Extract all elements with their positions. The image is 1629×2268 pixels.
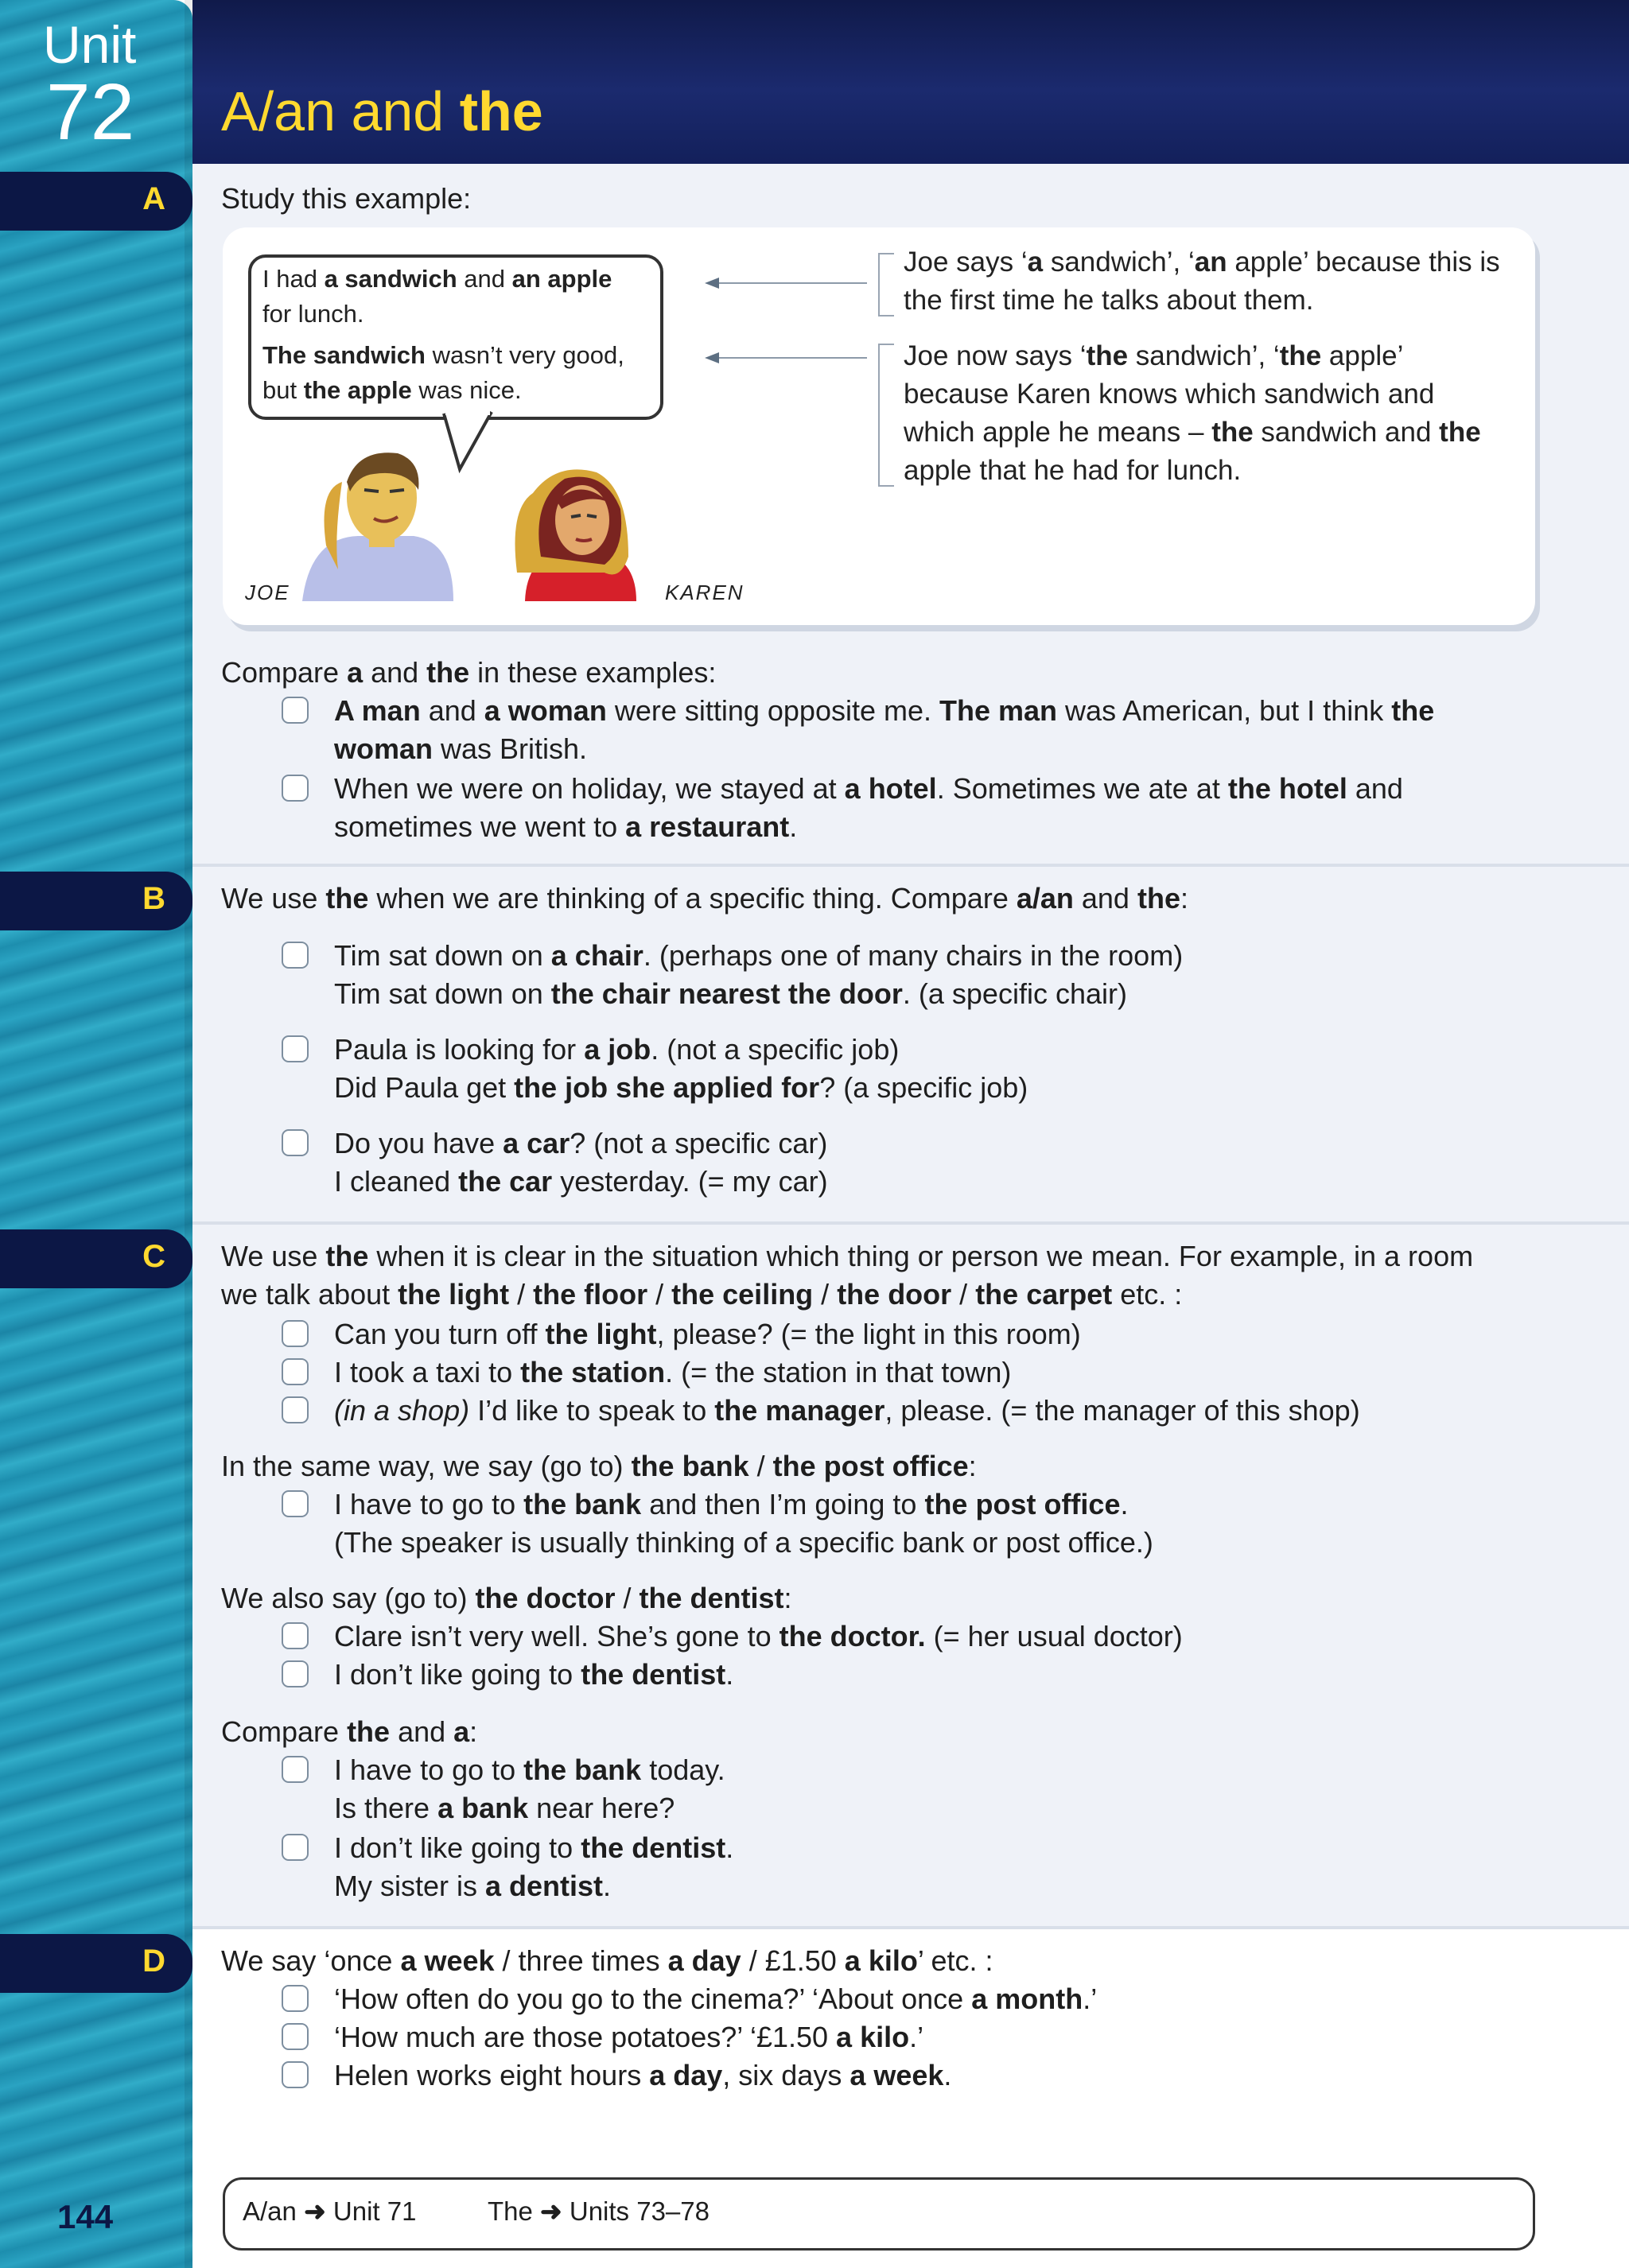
arrow-right-icon: ➜ <box>304 2196 326 2226</box>
section-a-tab: A <box>0 172 192 231</box>
xref-units-73-78[interactable]: The ➜ Units 73–78 <box>488 2196 710 2226</box>
note-1-line-2: the first time he talks about them. <box>904 285 1314 316</box>
note-2-line-4: apple that he had for lunch. <box>904 455 1242 486</box>
example-checkbox[interactable] <box>282 1756 309 1783</box>
example-b2-line-2: Did Paula get the job she applied for? (a specific job) <box>334 1071 1028 1104</box>
section-c-intro-line-2: we talk about the light / the floor / the ceiling / the door / the carpet etc. : <box>221 1278 1183 1311</box>
xref-unit-71[interactable]: A/an ➜ Unit 71 <box>243 2196 417 2226</box>
bubble-line-4: but the apple was nice. <box>262 376 522 404</box>
page-number: 144 <box>57 2198 114 2235</box>
note-2-line-3: which apple he means – the sandwich and the <box>904 417 1481 448</box>
joe-label: JOE <box>245 581 290 604</box>
example-c3: (in a shop) I’d like to speak to the manager, please. (= the manager of this shop) <box>334 1394 1360 1427</box>
example-checkbox[interactable] <box>282 2061 309 2088</box>
section-a-intro: Study this example: <box>221 182 472 215</box>
example-c4-line-2: (The speaker is usually thinking of a specific bank or post office.) <box>334 1526 1153 1559</box>
example-a2-line-1: When we were on holiday, we stayed at a hotel. Sometimes we ate at the hotel and <box>334 772 1403 805</box>
example-checkbox[interactable] <box>282 697 309 724</box>
example-checkbox[interactable] <box>282 2023 309 2050</box>
example-checkbox[interactable] <box>282 1622 309 1649</box>
note-bracket <box>878 344 894 487</box>
example-c8-line-1: I don’t like going to the dentist. <box>334 1831 734 1864</box>
example-c8-line-2: My sister is a dentist. <box>334 1870 612 1902</box>
example-checkbox[interactable] <box>282 942 309 969</box>
example-c4-line-1: I have to go to the bank and then I’m going to the post office. <box>334 1488 1129 1520</box>
section-d-tab: D <box>0 1934 192 1993</box>
section-c-same-way: In the same way, we say (go to) the bank / the post office: <box>221 1450 977 1482</box>
sidebar-decoration <box>0 0 192 2268</box>
bubble-line-2: for lunch. <box>262 300 364 328</box>
note-1-line-1: Joe says ‘a sandwich’, ‘an apple’ because this is <box>904 247 1500 278</box>
section-c-tab: C <box>0 1229 192 1288</box>
bubble-line-1: I had a sandwich and an apple <box>262 265 612 293</box>
section-c-intro-line-1: We use the when it is clear in the situation which thing or person we mean. For example, in a room <box>221 1240 1474 1272</box>
section-c-compare: Compare the and a: <box>221 1715 478 1748</box>
page-title: A/an and the <box>221 80 543 142</box>
example-d2: ‘How much are those potatoes?’ ‘£1.50 a kilo.’ <box>334 2021 924 2053</box>
section-c-also-say: We also say (go to) the doctor / the dentist: <box>221 1582 792 1614</box>
example-b1-line-2: Tim sat down on the chair nearest the door. (a specific chair) <box>334 977 1127 1010</box>
note-2-line-1: Joe now says ‘the sandwich’, ‘the apple’ <box>904 340 1404 371</box>
example-d3: Helen works eight hours a day, six days a week. <box>334 2059 952 2091</box>
example-checkbox[interactable] <box>282 1660 309 1687</box>
note-2-line-2: because Karen knows which sandwich and <box>904 379 1435 410</box>
example-c2: I took a taxi to the station. (= the station in that town) <box>334 1356 1012 1388</box>
example-b1-line-1: Tim sat down on a chair. (perhaps one of many chairs in the room) <box>334 939 1184 972</box>
section-a-compare: Compare a and the in these examples: <box>221 656 717 689</box>
unit-label: Unit <box>43 15 137 74</box>
section-d-intro: We say ‘once a week / three times a day / £1.50 a kilo’ etc. : <box>221 1944 993 1977</box>
example-c7-line-2: Is there a bank near here? <box>334 1792 675 1824</box>
example-checkbox[interactable] <box>282 1129 309 1156</box>
section-b-tab: B <box>0 872 192 930</box>
example-c7-line-1: I have to go to the bank today. <box>334 1753 725 1786</box>
note-bracket <box>878 253 894 317</box>
example-c1: Can you turn off the light, please? (= the light in this room) <box>334 1318 1081 1350</box>
karen-illustration <box>509 461 644 601</box>
cross-reference-box <box>223 2177 1535 2251</box>
example-checkbox[interactable] <box>282 1035 309 1062</box>
example-checkbox[interactable] <box>282 1396 309 1423</box>
arrow-right-icon: ➜ <box>540 2196 562 2226</box>
karen-label: KAREN <box>665 581 745 604</box>
example-a1-line-1: A man and a woman were sitting opposite me. The man was American, but I think the <box>334 694 1435 727</box>
example-b2-line-1: Paula is looking for a job. (not a specific job) <box>334 1033 900 1066</box>
joe-illustration <box>294 442 461 601</box>
example-b3-line-2: I cleaned the car yesterday. (= my car) <box>334 1165 828 1198</box>
example-b3-line-1: Do you have a car? (not a specific car) <box>334 1127 828 1159</box>
example-c6: I don’t like going to the dentist. <box>334 1658 734 1691</box>
example-a2-line-2: sometimes we went to a restaurant. <box>334 810 798 843</box>
section-b-intro: We use the when we are thinking of a specific thing. Compare a/an and the: <box>221 882 1188 915</box>
example-checkbox[interactable] <box>282 1834 309 1861</box>
example-checkbox[interactable] <box>282 775 309 802</box>
arrow-left-icon <box>703 350 870 366</box>
arrow-left-icon <box>703 275 870 291</box>
unit-number: 72 <box>46 68 135 157</box>
example-d1: ‘How often do you go to the cinema?’ ‘About once a month.’ <box>334 1983 1098 2015</box>
example-a1-line-2: woman was British. <box>334 732 588 765</box>
example-checkbox[interactable] <box>282 1985 309 2012</box>
example-c5: Clare isn’t very well. She’s gone to the doctor. (= her usual doctor) <box>334 1620 1183 1652</box>
example-checkbox[interactable] <box>282 1490 309 1517</box>
example-checkbox[interactable] <box>282 1358 309 1385</box>
example-checkbox[interactable] <box>282 1320 309 1347</box>
bubble-line-3: The sandwich wasn’t very good, <box>262 341 624 369</box>
